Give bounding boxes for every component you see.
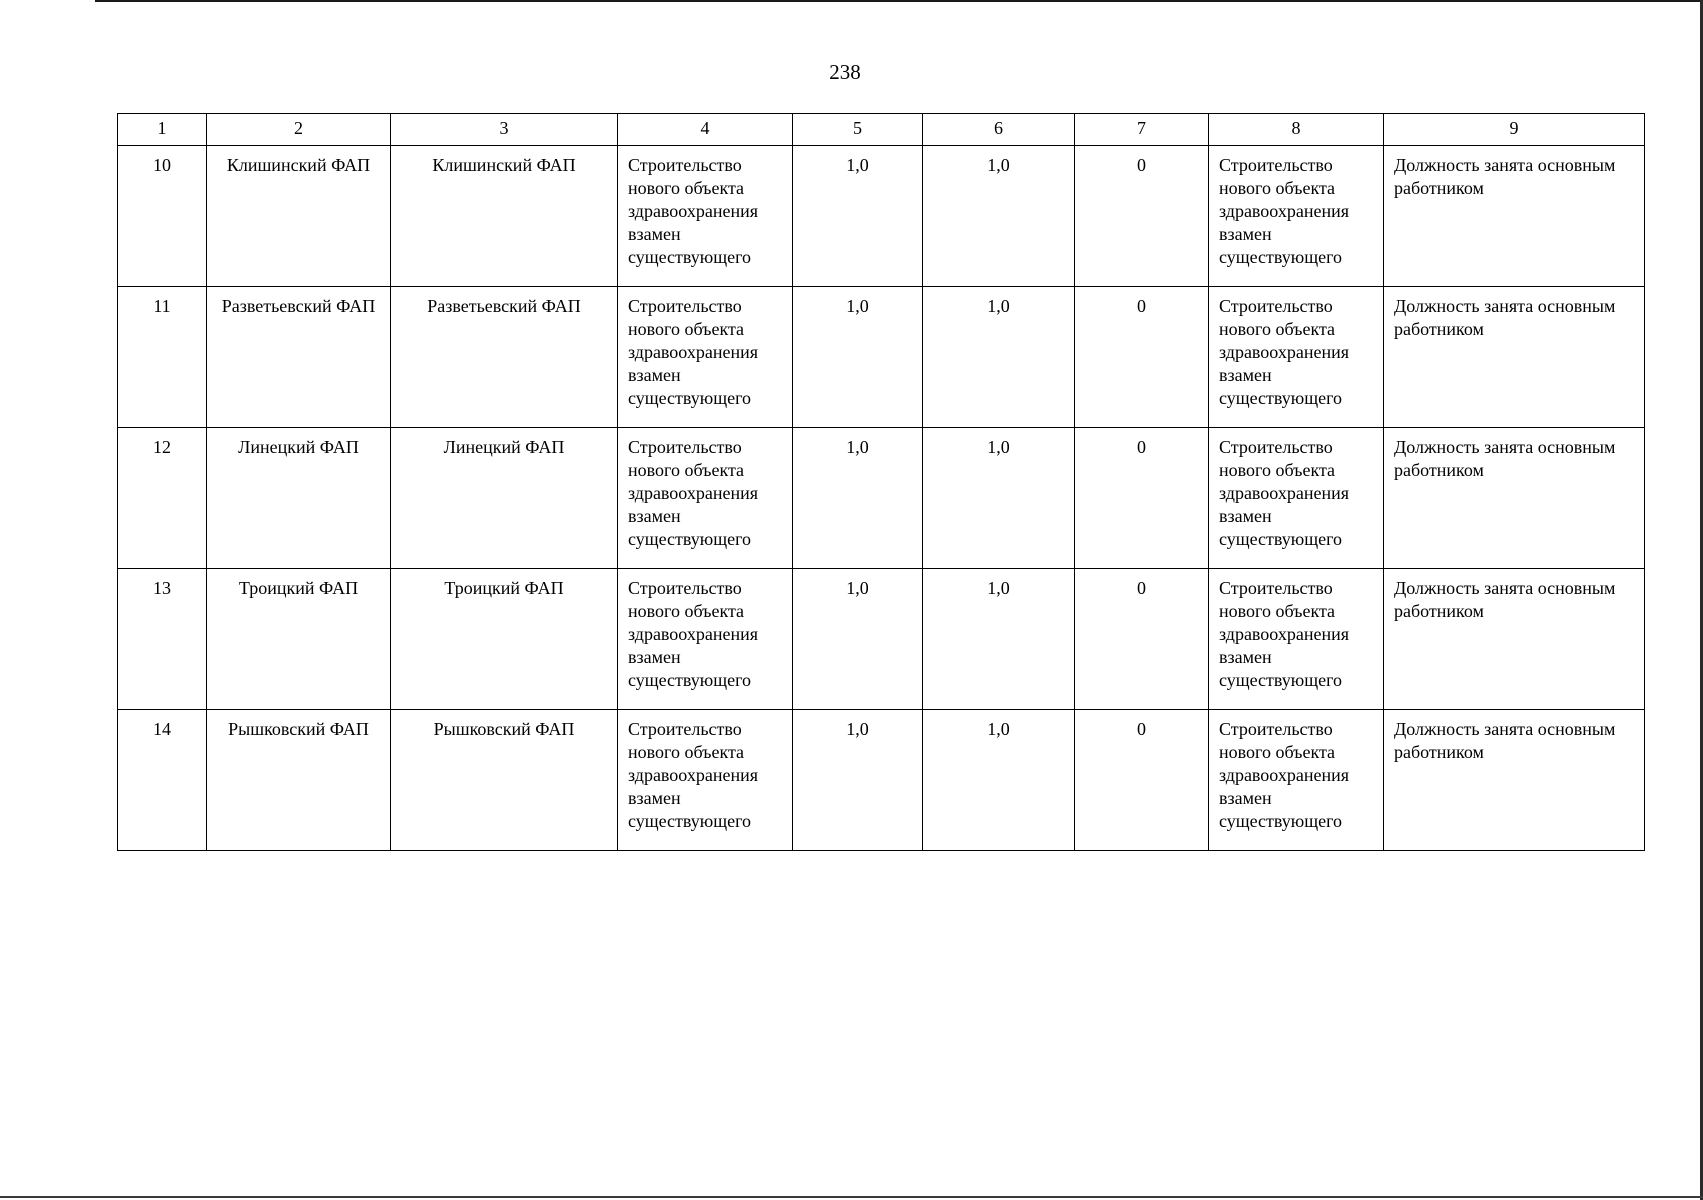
- facility-name: Разветьевский ФАП: [207, 287, 391, 428]
- row-number: 14: [118, 710, 207, 851]
- object-name: Линецкий ФАП: [391, 428, 618, 569]
- action-col8: Строительство нового объекта здравоохранения взамен существующего: [1209, 428, 1384, 569]
- row-number: 10: [118, 146, 207, 287]
- header-cell: 3: [391, 114, 618, 146]
- row-number: 13: [118, 569, 207, 710]
- scan-bottom-edge: [0, 1196, 1703, 1198]
- staffing-status: Должность занята основным работником: [1384, 146, 1645, 287]
- staffing-status: Должность занята основным работником: [1384, 710, 1645, 851]
- action-col8: Строительство нового объекта здравоохранения взамен существующего: [1209, 710, 1384, 851]
- facility-name: Линецкий ФАП: [207, 428, 391, 569]
- header-cell: 6: [923, 114, 1075, 146]
- facility-name: Троицкий ФАП: [207, 569, 391, 710]
- value-col7: 0: [1075, 287, 1209, 428]
- value-col5: 1,0: [793, 569, 923, 710]
- table-row: [118, 428, 1645, 569]
- planned-action: Строительство нового объекта здравоохранения взамен существующего: [618, 710, 793, 851]
- value-col7: 0: [1075, 710, 1209, 851]
- facility-name: Клишинский ФАП: [207, 146, 391, 287]
- row-number: 11: [118, 287, 207, 428]
- action-col8: Строительство нового объекта здравоохранения взамен существующего: [1209, 287, 1384, 428]
- staffing-status: Должность занята основным работником: [1384, 287, 1645, 428]
- action-col8: Строительство нового объекта здравоохранения взамен существующего: [1209, 146, 1384, 287]
- staffing-status: Должность занята основным работником: [1384, 428, 1645, 569]
- planned-action: Строительство нового объекта здравоохранения взамен существующего: [618, 569, 793, 710]
- table-row: [118, 569, 1645, 710]
- table-row: [118, 146, 1645, 287]
- value-col5: 1,0: [793, 146, 923, 287]
- header-cell: 1: [118, 114, 207, 146]
- table-row: [118, 710, 1645, 851]
- facility-table: [117, 113, 1645, 851]
- value-col7: 0: [1075, 569, 1209, 710]
- planned-action: Строительство нового объекта здравоохранения взамен существующего: [618, 146, 793, 287]
- object-name: Рышковский ФАП: [391, 710, 618, 851]
- value-col7: 0: [1075, 146, 1209, 287]
- object-name: Клишинский ФАП: [391, 146, 618, 287]
- staffing-status: Должность занята основным работником: [1384, 569, 1645, 710]
- header-cell: 7: [1075, 114, 1209, 146]
- object-name: Троицкий ФАП: [391, 569, 618, 710]
- header-cell: 5: [793, 114, 923, 146]
- header-cell: 8: [1209, 114, 1384, 146]
- value-col6: 1,0: [923, 569, 1075, 710]
- value-col6: 1,0: [923, 287, 1075, 428]
- value-col5: 1,0: [793, 428, 923, 569]
- value-col6: 1,0: [923, 146, 1075, 287]
- header-cell: 4: [618, 114, 793, 146]
- scan-top-edge: [95, 0, 1703, 2]
- object-name: Разветьевский ФАП: [391, 287, 618, 428]
- value-col5: 1,0: [793, 710, 923, 851]
- header-cell: 2: [207, 114, 391, 146]
- value-col6: 1,0: [923, 710, 1075, 851]
- action-col8: Строительство нового объекта здравоохранения взамен существующего: [1209, 569, 1384, 710]
- page-number: 238: [829, 60, 861, 84]
- facility-name: Рышковский ФАП: [207, 710, 391, 851]
- table-header-row: [118, 114, 1645, 146]
- value-col5: 1,0: [793, 287, 923, 428]
- planned-action: Строительство нового объекта здравоохранения взамен существующего: [618, 428, 793, 569]
- header-cell: 9: [1384, 114, 1645, 146]
- value-col6: 1,0: [923, 428, 1075, 569]
- value-col7: 0: [1075, 428, 1209, 569]
- table-row: [118, 287, 1645, 428]
- planned-action: Строительство нового объекта здравоохранения взамен существующего: [618, 287, 793, 428]
- row-number: 12: [118, 428, 207, 569]
